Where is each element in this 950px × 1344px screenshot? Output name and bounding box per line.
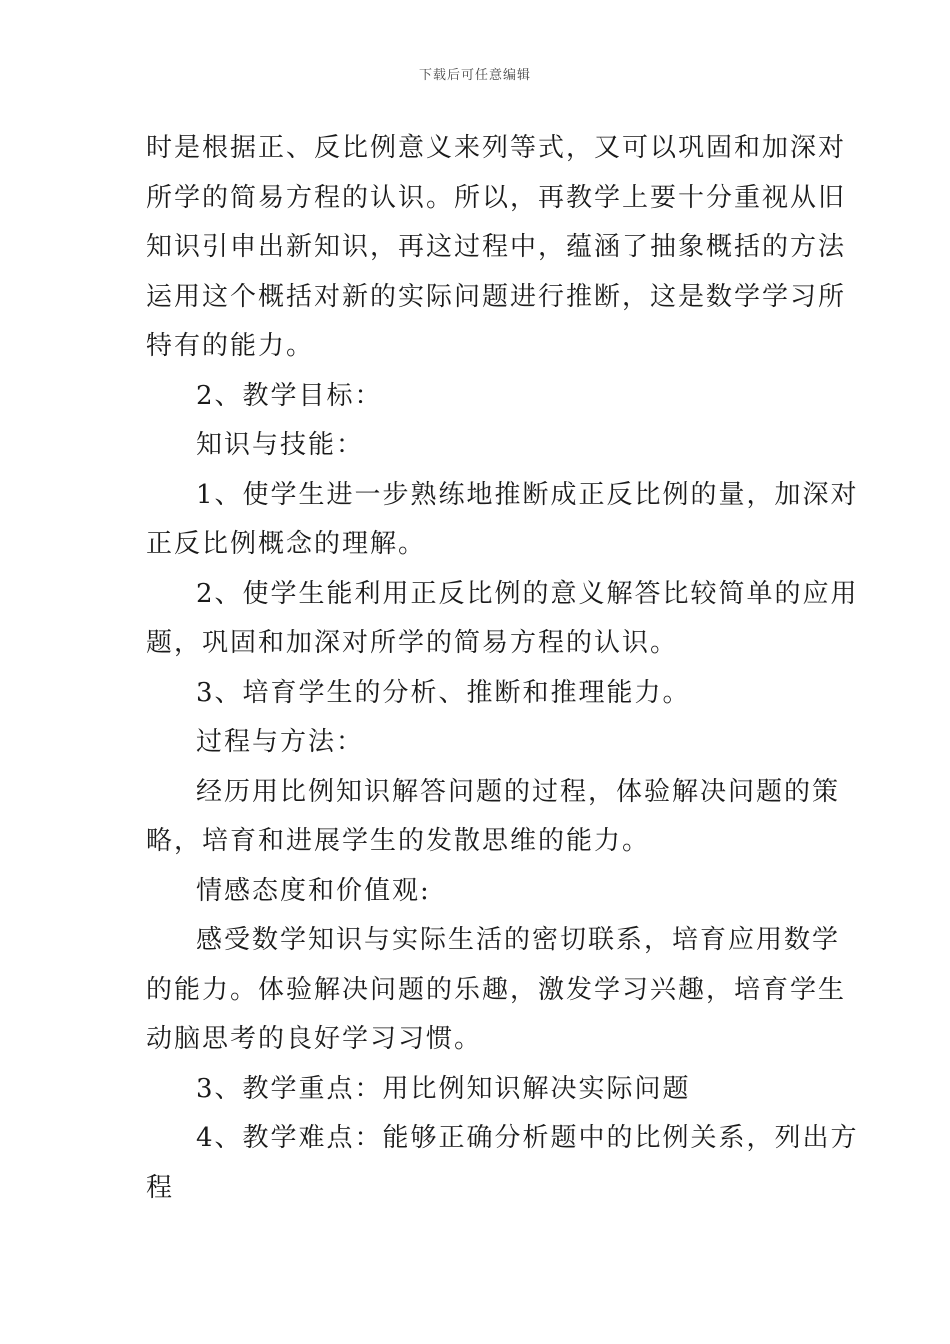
text-line: 正反比例概念的理解。 — [146, 529, 427, 559]
text-line: 特有的能力。 — [146, 331, 315, 361]
subsection-heading: 情感态度和价值观: — [196, 875, 431, 906]
text-line: 略，培育和进展学生的发散思维的能力。 — [146, 826, 651, 856]
text-line: 动脑思考的良好学习习惯。 — [146, 1024, 483, 1054]
text-line: 知识引申出新知识，再这过程中，蕴涵了抽象概括的方法 — [146, 232, 847, 262]
section-heading: 2、教学目标： — [196, 380, 383, 411]
text-line: 程 — [146, 1172, 175, 1203]
text-line: 感受数学知识与实际生活的密切联系，培育应用数学 — [196, 925, 841, 955]
section-heading: 4、教学难点：能够正确分析题中的比例关系，列出方 — [196, 1123, 859, 1153]
text-line: 经历用比例知识解答问题的过程，体验解决问题的策 — [196, 776, 841, 807]
document-body — [146, 124, 859, 1213]
text-line: 3、培育学生的分析、推断和推理能力。 — [196, 677, 691, 708]
text-line: 运用这个概括对新的实际问题进行推断，这是数学学习所 — [146, 281, 847, 312]
text-line: 1、使学生进一步熟练地推断成正反比例的量，加深对 — [196, 479, 859, 510]
subsection-heading: 过程与方法： — [196, 727, 365, 757]
text-line: 的能力。体验解决问题的乐趣，激发学习兴趣，培育学生 — [146, 974, 847, 1005]
section-heading: 3、教学重点：用比例知识解决实际问题 — [196, 1073, 691, 1104]
text-line: 时是根据正、反比例意义来列等式，又可以巩固和加深对 — [146, 133, 847, 163]
text-line: 2、使学生能利用正反比例的意义解答比较简单的应用 — [196, 578, 859, 609]
text-line: 题，巩固和加深对所学的简易方程的认识。 — [146, 628, 679, 658]
page-header: 下载后可任意编辑 — [418, 68, 531, 83]
subsection-heading: 知识与技能： — [196, 430, 365, 460]
text-line: 所学的简易方程的认识。所以，再教学上要十分重视从旧 — [146, 182, 847, 213]
